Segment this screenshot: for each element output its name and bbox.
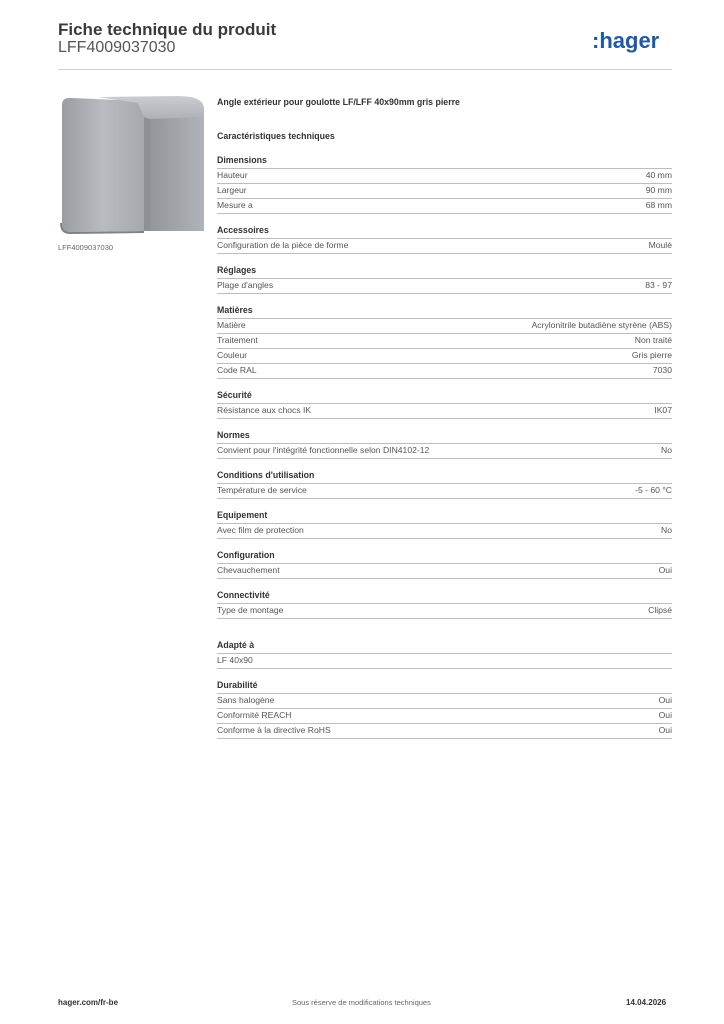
spec-section — [217, 679, 672, 739]
spec-section — [217, 264, 672, 294]
spec-row — [217, 199, 672, 214]
spec-row — [217, 524, 672, 539]
hager-logo — [592, 28, 674, 54]
footer-date: 14.04.2026 — [626, 998, 667, 1007]
spec-label: Code RAL — [217, 365, 257, 375]
spec-value: 40 mm — [645, 170, 672, 180]
spec-value: Non traité — [634, 335, 672, 345]
spec-section — [217, 469, 672, 499]
spec-row — [217, 239, 672, 254]
spec-value: Moulé — [648, 240, 672, 250]
spec-section — [217, 429, 672, 459]
spec-value: 90 mm — [645, 185, 672, 195]
spec-label: Configuration de la pièce de forme — [217, 240, 349, 250]
spec-label: Matière — [217, 320, 246, 330]
section-title: Sécurité — [217, 389, 672, 404]
spec-sections — [217, 154, 672, 739]
svg-text::hager: :hager — [592, 28, 660, 53]
product-description: Angle extérieur pour goulotte LF/LFF 40x90mm gris pierre — [217, 97, 460, 107]
spec-row — [217, 564, 672, 579]
spec-value: 68 mm — [645, 200, 672, 210]
spec-row — [217, 334, 672, 349]
section-title: Réglages — [217, 264, 672, 279]
spec-value: 83 - 97 — [645, 280, 672, 290]
spec-row — [217, 364, 672, 379]
spec-value: IK07 — [654, 405, 672, 415]
section-title: Durabilité — [217, 679, 672, 694]
spec-label: Chevauchement — [217, 565, 280, 575]
section-title: Normes — [217, 429, 672, 444]
spec-label: Avec film de protection — [217, 525, 304, 535]
spec-row — [217, 319, 672, 334]
spec-section — [217, 509, 672, 539]
spec-row — [217, 169, 672, 184]
spec-value: No — [661, 445, 672, 455]
spec-row — [217, 709, 672, 724]
spec-section — [217, 304, 672, 379]
spec-value: No — [661, 525, 672, 535]
spec-value: Oui — [658, 565, 672, 575]
product-photo — [58, 93, 204, 235]
footer-website: hager.com/fr-be — [58, 998, 119, 1007]
spec-section — [217, 549, 672, 579]
spec-label: Convient pour l'intégrité fonctionnelle selon DIN4102-12 — [217, 445, 430, 455]
page-title: Fiche technique du produit — [58, 20, 277, 39]
spec-label: Température de service — [217, 485, 307, 495]
product-reference: LFF4009037030 — [58, 39, 176, 56]
spec-value: Gris pierre — [631, 350, 672, 360]
spec-value: Acrylonitrile butadiène styrène (ABS) — [531, 320, 672, 330]
spec-label: Sans halogène — [217, 695, 275, 705]
spec-row — [217, 184, 672, 199]
spec-section — [217, 224, 672, 254]
spec-row — [217, 349, 672, 364]
spec-section — [217, 589, 672, 619]
image-caption: LFF4009037030 — [58, 243, 114, 252]
section-title: Matières — [217, 304, 672, 319]
section-title: Equipement — [217, 509, 672, 524]
spec-label: LF 40x90 — [217, 655, 253, 665]
spec-label: Type de montage — [217, 605, 284, 615]
section-title: Conditions d'utilisation — [217, 469, 672, 484]
spec-row — [217, 604, 672, 619]
spec-section — [217, 389, 672, 419]
spec-row — [217, 694, 672, 709]
section-title: Adapté à — [217, 639, 672, 654]
spec-row — [217, 444, 672, 459]
spec-label: Résistance aux chocs IK — [217, 405, 312, 415]
spec-label: Conforme à la directive RoHS — [217, 725, 331, 735]
section-title: Configuration — [217, 549, 672, 564]
spec-label: Couleur — [217, 350, 248, 360]
header-divider — [58, 69, 672, 70]
section-title: Accessoires — [217, 224, 672, 239]
spec-value: 7030 — [652, 365, 672, 375]
section-title: Connectivité — [217, 589, 672, 604]
spec-row — [217, 279, 672, 294]
spec-label: Plage d'angles — [217, 280, 274, 290]
characteristics-heading: Caractéristiques techniques — [217, 131, 335, 141]
spec-label: Mesure a — [217, 200, 253, 210]
spec-label: Traitement — [217, 335, 258, 345]
spec-row — [217, 724, 672, 739]
spec-value: Oui — [658, 710, 672, 720]
spec-section — [217, 154, 672, 214]
spec-row — [217, 484, 672, 499]
footer-notice: Sous réserve de modifications techniques — [292, 998, 431, 1007]
spec-row — [217, 404, 672, 419]
spec-value: Oui — [658, 725, 672, 735]
spec-section — [217, 639, 672, 669]
spec-value: Clipsé — [648, 605, 672, 615]
spec-value: Oui — [658, 695, 672, 705]
spec-value: -5 - 60 °C — [635, 485, 672, 495]
spec-label: Hauteur — [217, 170, 248, 180]
section-title: Dimensions — [217, 154, 672, 169]
specifications-panel — [217, 96, 672, 739]
spec-label: Conformité REACH — [217, 710, 292, 720]
spec-label: Largeur — [217, 185, 247, 195]
spec-row — [217, 654, 672, 669]
